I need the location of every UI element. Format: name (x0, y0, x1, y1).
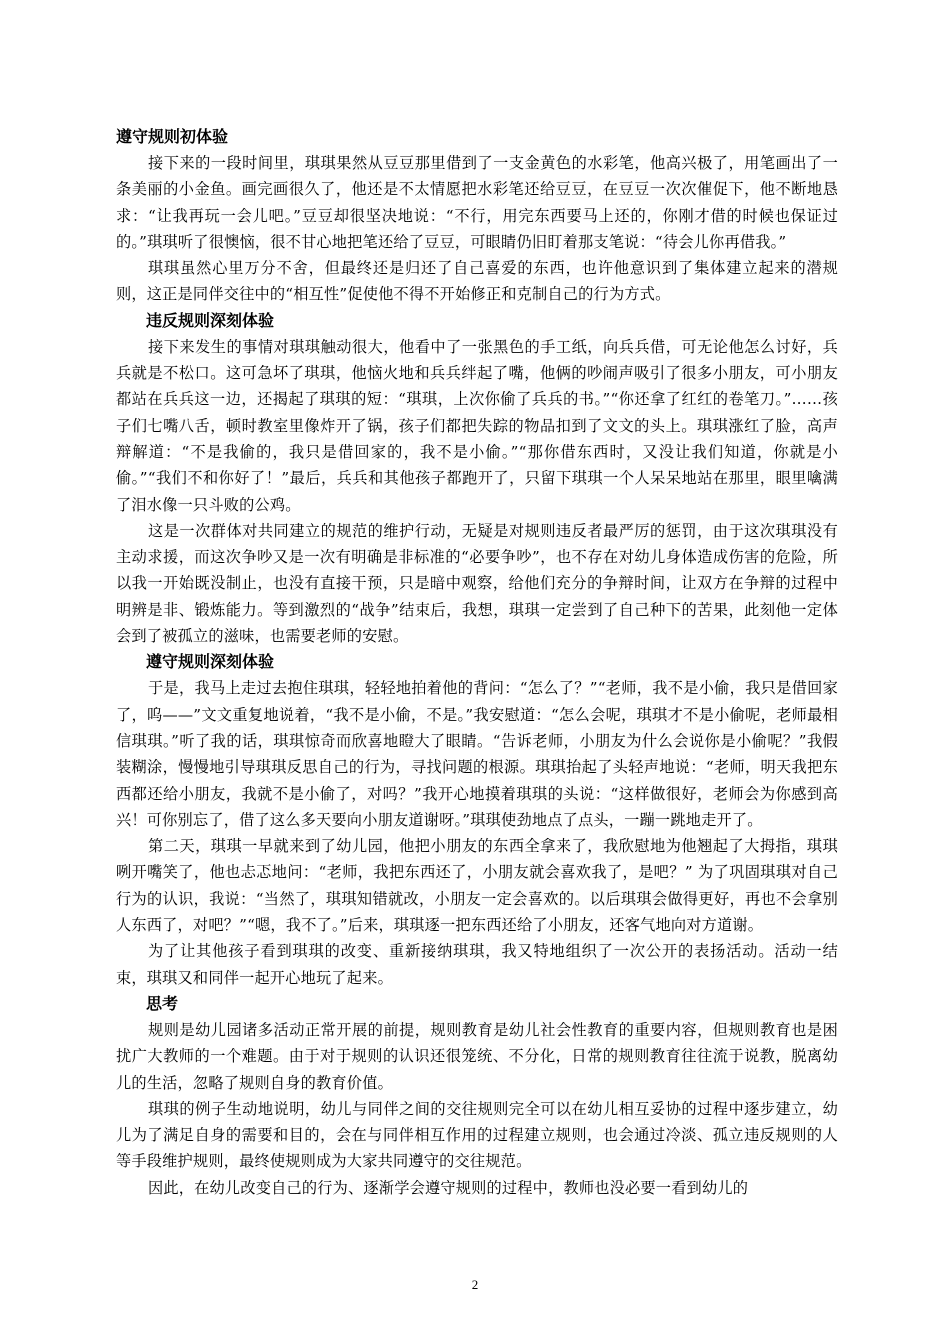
page-number: 2 (471, 1277, 479, 1292)
paragraph: 规则是幼儿园诸多活动正常开展的前提，规则教育是幼儿社会性教育的重要内容，但规则教育也是困扰广大教师的一个难题。由于对于规则的认识还很笼统、不分化，日常的规则教育往往流于说教，脱离幼儿的生活，忽略了规则自身的教育价值。 (116, 1020, 838, 1092)
section-heading: 违反规则深刻体验 (146, 310, 275, 330)
paragraph: 接下来发生的事情对琪琪触动很大，他看中了一张黑色的手工纸，向兵兵借，可无论他怎么讨好，兵兵就是不松口。这可急坏了琪琪，他恼火地和兵兵绊起了嘴，他俩的吵闹声吸引了很多小朋友，可小朋友都站在兵兵这一边，还揭起了琪琪的短：“琪琪，上次你偷了兵兵的书。”“你还拿了红红的卷笔刀。”……孩子们七嘴八舌，顿时教室里像炸开了锅，孩子们都把失踪的物品扣到了文文的头上。琪琪涨红了脸，高声辩解道：“不是我偷的，我只是借回家的，我不是小偷。”“那你借东西时，又没让我们知道，你就是小偷。”“我们不和你好了！”最后，兵兵和其他孩子都跑开了，只留下琪琪一个人呆呆地站在那里，眼里噙满了泪水像一只斗败的公鸡。 (116, 337, 838, 514)
paragraph: 琪琪虽然心里万分不舍，但最终还是归还了自己喜爱的东西，也许他意识到了集体建立起来的潜规则，这正是同伴交往中的“相互性”促使他不得不开始修正和克制自己的行为方式。 (116, 259, 838, 304)
paragraph: 为了让其他孩子看到琪琪的改变、重新接纳琪琪，我又特地组织了一次公开的表扬活动。活动一结束，琪琪又和同伴一起开心地玩了起来。 (116, 942, 838, 987)
paragraph: 因此，在幼儿改变自己的行为、逐渐学会遵守规则的过程中，教师也没必要一看到幼儿的 (148, 1178, 749, 1197)
section-heading: 遵守规则深刻体验 (146, 652, 275, 672)
section-heading: 遵守规则初体验 (116, 127, 229, 146)
document-body (116, 124, 838, 1201)
paragraph: 这是一次群体对共同建立的规范的维护行动，无疑是对规则违反者最严厉的惩罚，由于这次琪琪没有主动求援，而这次争吵又是一次有明确是非标准的“必要争吵”，也不存在对幼儿身体造成伤害的危险，所以我一开始既没制止，也没有直接干预，只是暗中观察，给他们充分的争辩时间，让双方在争辩的过程中明辨是非、锻炼能力。等到激烈的“战争”结束后，我想，琪琪一定尝到了自己种下的苦果，此刻他一定体会到了被孤立的滋味，也需要老师的安慰。 (116, 521, 838, 646)
paragraph: 于是，我马上走过去抱住琪琪，轻轻地拍着他的背问：“怎么了？”“老师，我不是小偷，我只是借回家了，呜——”文文重复地说着，“我不是小偷，不是。”我安慰道：“怎么会呢，琪琪才不是小偷呢，老师最相信琪琪。”听了我的话，琪琪惊奇而欣喜地瞪大了眼睛。“告诉老师，小朋友为什么会说你是小偷呢？”我假装糊涂，慢慢地引导琪琪反思自己的行为，寻找问题的根源。琪琪抬起了头轻声地说：“老师，明天我把东西都还给小朋友，我就不是小偷了，对吗？”我开心地摸着琪琪的头说：“这样做很好，老师会为你感到高兴！可你别忘了，借了这么多天要向小朋友道谢呀。”琪琪使劲地点了点头，一蹦一跳地走开了。 (116, 679, 838, 829)
paragraph: 接下来的一段时间里，琪琪果然从豆豆那里借到了一支金黄色的水彩笔，他高兴极了，用笔画出了一条美丽的小金鱼。画完画很久了，他还是不太情愿把水彩笔还给豆豆，在豆豆一次次催促下，他不断地恳求：“让我再玩一会儿吧。”豆豆却很坚决地说：“不行，用完东西要马上还的，你刚才借的时候也保证过的。”琪琪听了很懊恼，很不甘心地把笔还给了豆豆，可眼睛仍旧盯着那支笔说：“待会儿你再借我。” (116, 154, 838, 251)
paragraph: 琪琪的例子生动地说明，幼儿与同伴之间的交往规则完全可以在幼儿相互妥协的过程中逐步建立，幼儿为了满足自身的需要和目的，会在与同伴相互作用的过程建立规则，也会通过冷淡、孤立违反规则的人等手段维护规则，最终使规则成为大家共同遵守的交往规范。 (116, 1099, 838, 1171)
paragraph: 第二天，琪琪一早就来到了幼儿园，他把小朋友的东西全拿来了，我欣慰地为他翘起了大拇指，琪琪咧开嘴笑了，他也忐忑地问：“老师，我把东西还了，小朋友就会喜欢我了，是吧？” 为了巩固琪琪对自己行为的认识，我说：“当然了，琪琪知错就改，小朋友一定会喜欢的。以后琪琪会做得更好，再也不会拿别人东西了，对吧？”“嗯，我不了。”后来，琪琪逐一把东西还给了小朋友，还客气地向对方道谢。 (116, 837, 838, 935)
section-heading: 思考 (146, 993, 179, 1013)
